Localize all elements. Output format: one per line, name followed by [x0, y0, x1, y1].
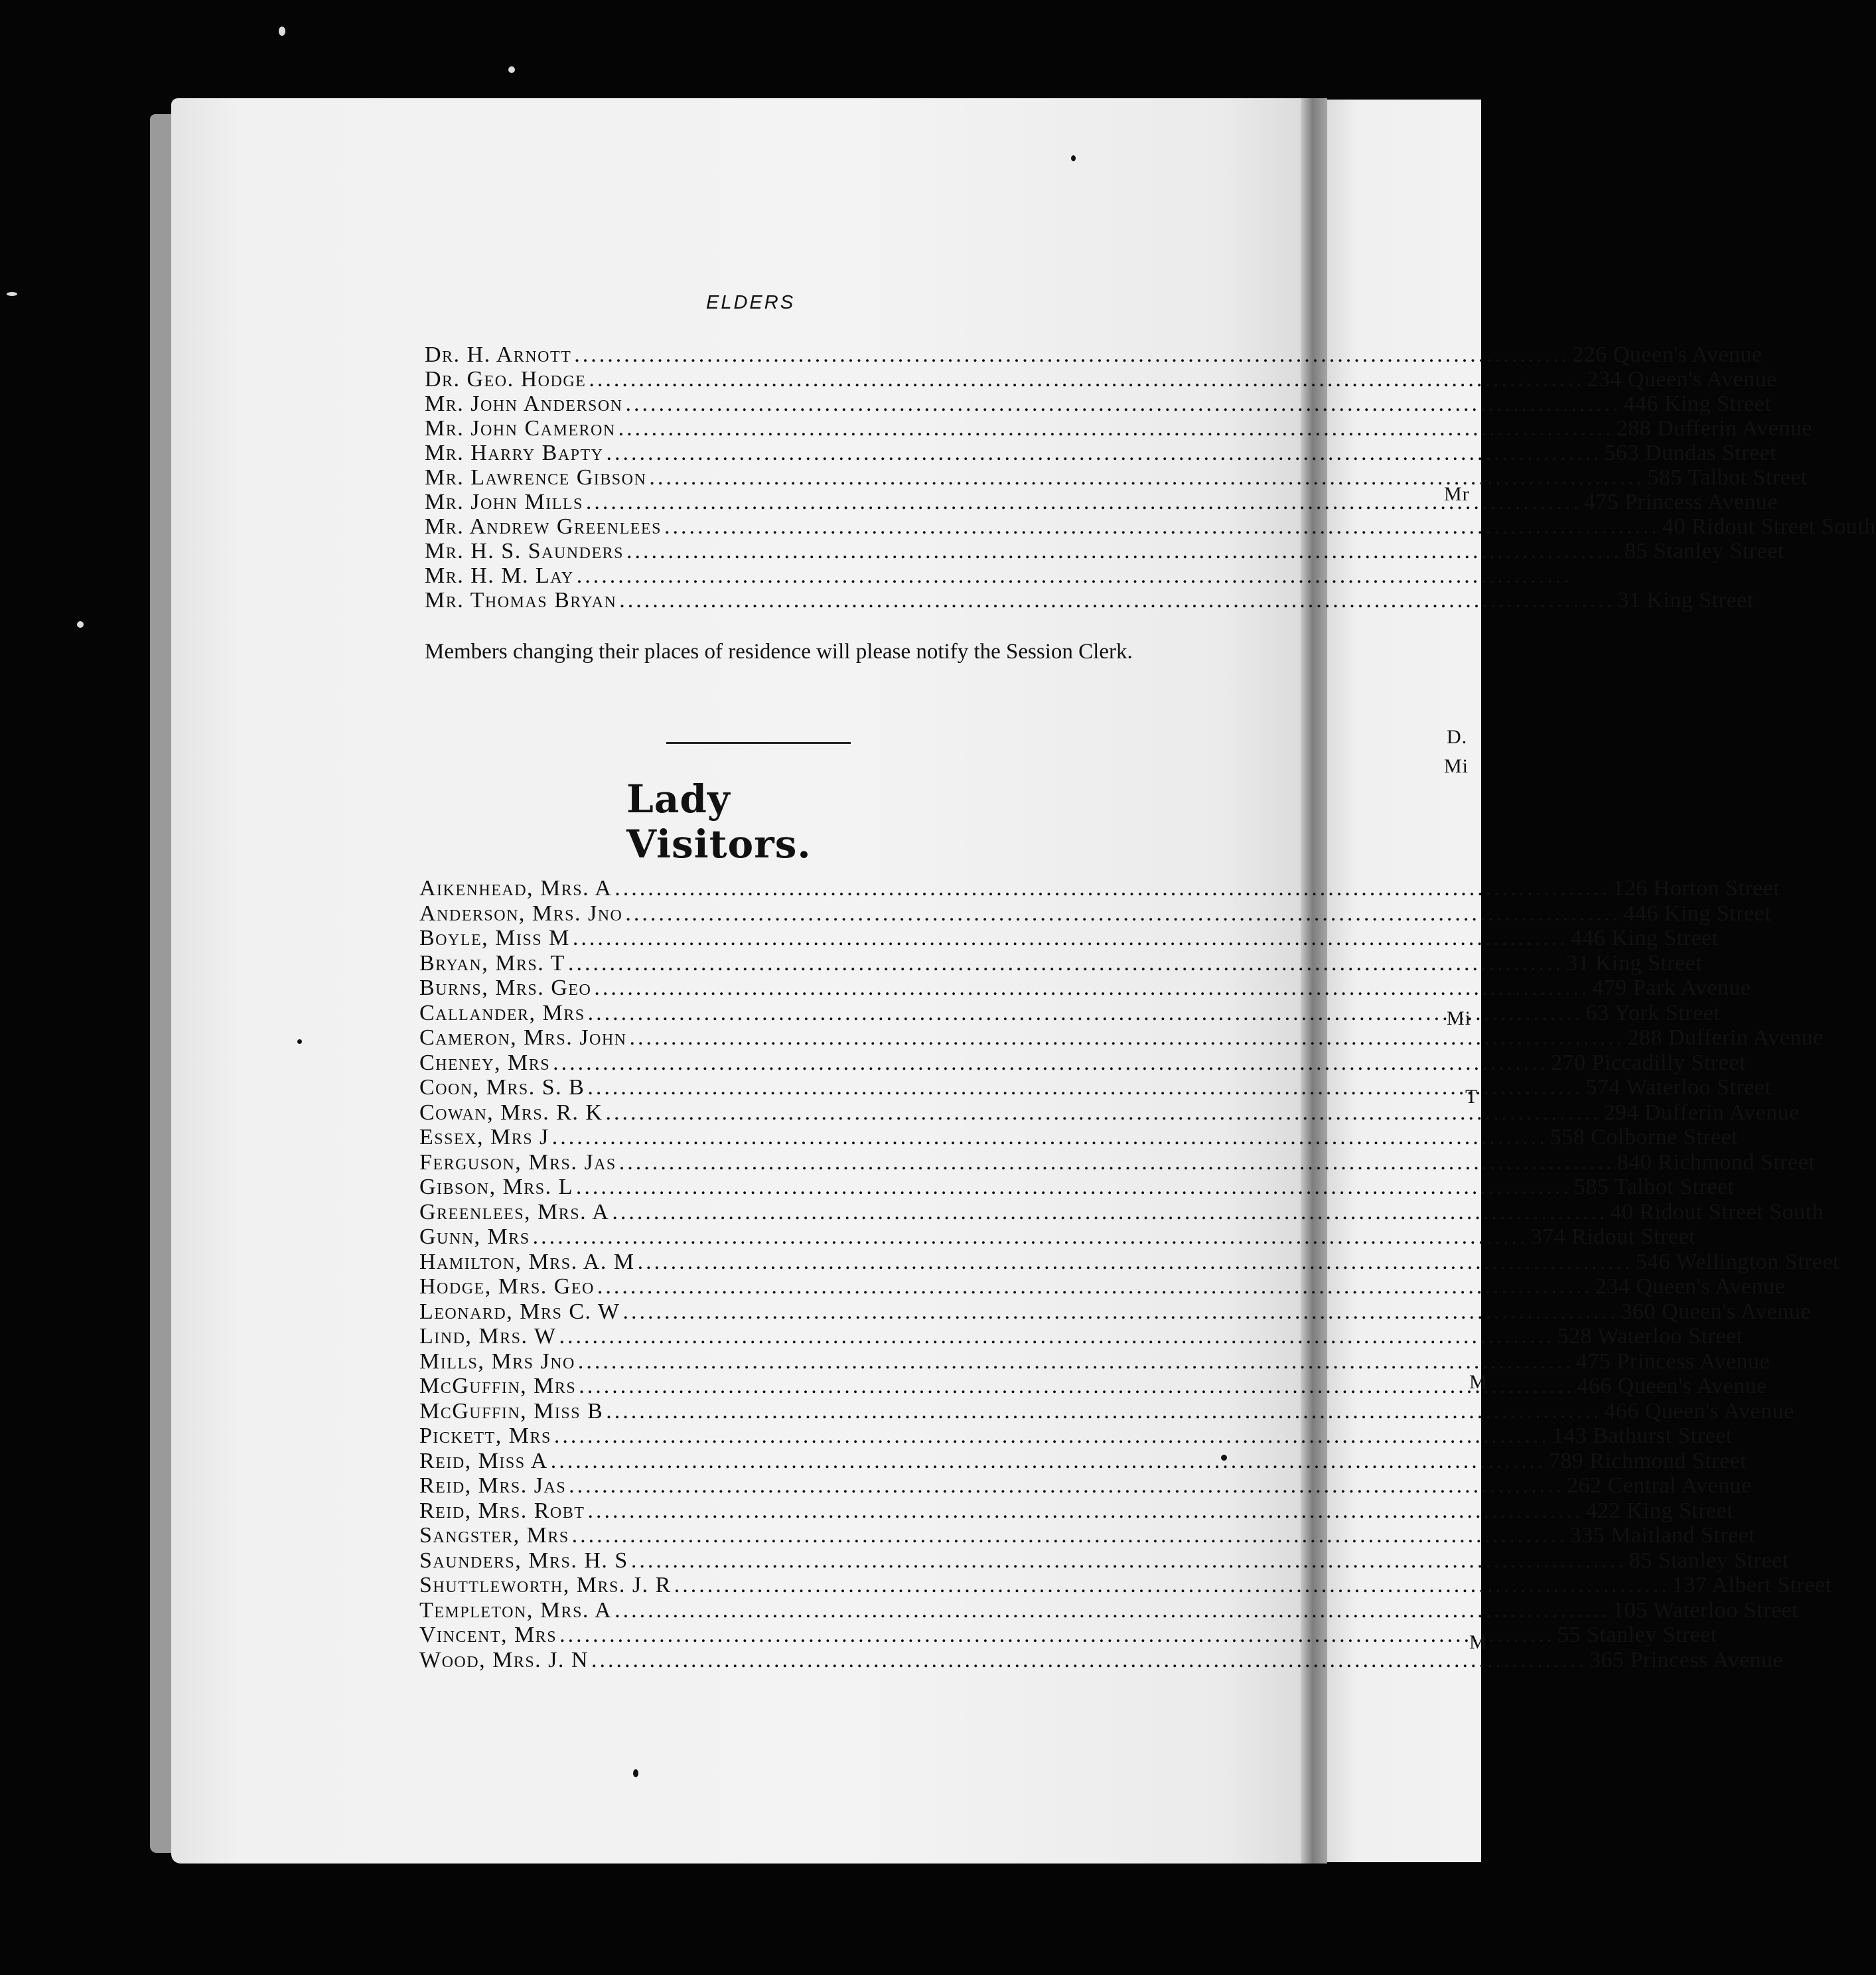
elder-entry	[425, 342, 1763, 367]
visitor-address: 446 King Street	[1623, 901, 1772, 926]
visitor-name: Burns, Mrs. Geo	[419, 976, 592, 1000]
visitor-address: 558 Colborne Street	[1550, 1125, 1739, 1149]
right-page-fragment: Mi	[1447, 1007, 1472, 1029]
visitor-name: Anderson, Mrs. Jno	[419, 901, 623, 926]
visitor-name: Cowan, Mrs. R. K	[419, 1100, 603, 1125]
visitor-name: Templeton, Mrs. A	[419, 1597, 613, 1623]
visitor-address: 270 Piccadilly Street	[1551, 1050, 1746, 1075]
visitor-address: 234 Queen's Avenue	[1595, 1274, 1786, 1299]
visitor-entry	[419, 1199, 1824, 1224]
visitor-address: 85 Stanley Street	[1628, 1548, 1789, 1573]
elder-name: Dr. Geo. Hodge	[425, 367, 587, 392]
visitor-address: 789 Richmond Street	[1548, 1448, 1747, 1473]
elder-name: Mr. John Anderson	[425, 392, 623, 416]
elder-address: 234 Queen's Avenue	[1587, 367, 1777, 392]
visitor-entry	[419, 1573, 1832, 1597]
elder-name: Mr. John Mills	[425, 490, 583, 514]
visitor-address: 365 Princess Avenue	[1589, 1647, 1784, 1672]
visitor-name: Cheney, Mrs	[419, 1050, 551, 1075]
elder-entry	[425, 539, 1784, 563]
visitor-name: Hodge, Mrs. Geo	[419, 1274, 595, 1299]
visitor-entry	[419, 1647, 1784, 1672]
elder-entry	[425, 392, 1772, 416]
visitor-entry	[419, 1149, 1816, 1175]
elder-name: Mr. Lawrence Gibson	[425, 465, 647, 490]
visitor-entry	[419, 1424, 1733, 1448]
visitor-address: 546 Wellington Street	[1635, 1249, 1840, 1274]
speck	[633, 1769, 638, 1777]
elder-address: 446 King Street	[1623, 392, 1772, 416]
speck	[1071, 155, 1076, 161]
speck	[508, 66, 515, 73]
visitor-name: Bryan, Mrs. T	[419, 950, 565, 976]
visitor-entry	[419, 1623, 1717, 1647]
elder-entry	[425, 416, 1812, 441]
visitor-name: Reid, Mrs. Robt	[419, 1498, 585, 1523]
visitor-name: Coon, Mrs. S. B	[419, 1075, 585, 1100]
elder-name: Mr. John Cameron	[425, 416, 616, 441]
visitor-entry	[419, 1075, 1772, 1100]
visitor-entry	[419, 1324, 1743, 1349]
visitor-entry	[419, 1249, 1840, 1274]
visitor-name: Gibson, Mrs. L	[419, 1175, 573, 1199]
elder-entry	[425, 490, 1778, 514]
visitor-name: Essex, Mrs J	[419, 1125, 549, 1149]
visitor-entry	[419, 1224, 1696, 1249]
visitor-address: 466 Queen's Avenue	[1577, 1374, 1767, 1398]
elder-address: 226 Queen's Avenue	[1572, 342, 1763, 367]
visitor-entry	[419, 950, 1703, 976]
section-divider	[666, 742, 851, 744]
elder-entry	[425, 441, 1777, 465]
visitor-name: Pickett, Mrs	[419, 1424, 551, 1448]
visitor-entry	[419, 1025, 1824, 1050]
visitor-name: Callander, Mrs	[419, 1000, 585, 1025]
visitor-address: 840 Richmond Street	[1617, 1149, 1816, 1175]
visitor-name: Saunders, Mrs. H. S	[419, 1548, 628, 1573]
visitor-entry	[419, 901, 1772, 926]
elder-name: Dr. H. Arnott	[425, 342, 572, 367]
visitor-address: 31 King Street	[1565, 950, 1703, 976]
visitor-name: Vincent, Mrs	[419, 1623, 557, 1647]
visitor-entry	[419, 1050, 1746, 1075]
visitor-name: Hamilton, Mrs. A. M	[419, 1249, 635, 1274]
visitor-address: 105 Waterloo Street	[1613, 1597, 1799, 1623]
visitor-address: 143 Bathurst Street	[1551, 1424, 1733, 1448]
visitor-address: 55 Stanley Street	[1557, 1623, 1717, 1647]
lady-visitors-heading: Lady Visitors.	[626, 776, 812, 867]
visitor-address: 446 King Street	[1570, 926, 1719, 950]
visitor-address: 288 Dufferin Avenue	[1627, 1025, 1824, 1050]
elder-name: Mr. Thomas Bryan	[425, 588, 617, 613]
elder-entry	[425, 514, 1876, 539]
visitor-entry	[419, 1175, 1735, 1199]
elder-entry	[425, 588, 1754, 613]
elder-name: Mr. Harry Bapty	[425, 441, 604, 465]
elder-entry	[425, 563, 1075, 588]
visitor-entry	[419, 1448, 1747, 1473]
visitor-name: Ferguson, Mrs. Jas	[419, 1149, 616, 1175]
visitor-address: 528 Waterloo Street	[1557, 1324, 1743, 1349]
visitor-address: 574 Waterloo Street	[1585, 1075, 1772, 1100]
elder-entry	[425, 465, 1808, 490]
visitor-name: Leonard, Mrs C. W	[419, 1299, 620, 1324]
visitor-entry	[419, 1473, 1752, 1498]
visitor-address: 466 Queen's Avenue	[1604, 1398, 1794, 1424]
elder-address: 40 Ridout Street South	[1662, 514, 1876, 539]
visitor-address: 137 Albert Street	[1672, 1573, 1832, 1597]
visitor-name: Sangster, Mrs	[419, 1523, 569, 1548]
visitor-address: 585 Talbot Street	[1573, 1175, 1735, 1199]
visitor-entry	[419, 1274, 1786, 1299]
visitor-entry	[419, 1100, 1800, 1125]
elder-address: 563 Dundas Street	[1604, 441, 1777, 465]
residence-change-notice: Members changing their places of residence will please notify the Session Clerk.	[425, 640, 1133, 664]
visitor-address: 479 Park Avenue	[1592, 976, 1751, 1000]
speck	[7, 292, 17, 296]
right-page-fragment: M	[1469, 1371, 1488, 1393]
visitor-address: 475 Princess Avenue	[1575, 1349, 1770, 1374]
visitor-address: 422 King Street	[1585, 1498, 1734, 1523]
speck	[77, 621, 84, 628]
right-page-fragment: Mr	[1444, 483, 1470, 505]
visitor-name: Cameron, Mrs. John	[419, 1025, 627, 1050]
speck	[279, 27, 285, 36]
visitor-address: 374 Ridout Street	[1530, 1224, 1696, 1249]
elder-address: 288 Dufferin Avenue	[1616, 416, 1812, 441]
visitor-name: Reid, Mrs. Jas	[419, 1473, 567, 1498]
speck	[297, 1039, 302, 1044]
elder-address: 475 Princess Avenue	[1583, 490, 1778, 514]
elder-address: 85 Stanley Street	[1624, 539, 1784, 563]
visitor-entry	[419, 1523, 1756, 1548]
visitor-name: Boyle, Miss M	[419, 926, 570, 950]
visitor-entry	[419, 1548, 1789, 1573]
visitor-name: Reid, Miss A	[419, 1448, 548, 1473]
right-page-fragment: Mi	[1444, 755, 1469, 777]
right-page-fragment: T	[1465, 1086, 1479, 1108]
visitor-entry	[419, 1349, 1770, 1374]
visitor-name: Wood, Mrs. J. N	[419, 1647, 589, 1672]
visitor-entry	[419, 1597, 1799, 1623]
elder-entry	[425, 367, 1777, 392]
visitor-entry	[419, 926, 1719, 950]
visitor-address: 335 Maitland Street	[1569, 1523, 1756, 1548]
visitor-name: Mills, Mrs Jno	[419, 1349, 575, 1374]
visitor-name: McGuffin, Mrs	[419, 1374, 577, 1398]
visitor-address: 63 York Street	[1585, 1000, 1721, 1025]
visitor-name: Aikenhead, Mrs. A	[419, 876, 613, 901]
visitor-name: Gunn, Mrs	[419, 1224, 530, 1249]
elder-address: 31 King Street	[1617, 588, 1754, 613]
visitor-entry	[419, 1398, 1794, 1424]
elders-heading: ELDERS	[706, 292, 796, 313]
elder-name: Mr. Andrew Greenlees	[425, 514, 662, 539]
visitor-entry	[419, 1374, 1767, 1398]
visitor-entry	[419, 976, 1751, 1000]
elder-name: Mr. H. M. Lay	[425, 563, 574, 588]
visitor-address: 126 Horton Street	[1613, 876, 1780, 901]
visitor-address: 40 Ridout Street South	[1610, 1199, 1824, 1224]
visitor-entry	[419, 1498, 1734, 1523]
right-page-fragment: M	[1469, 1631, 1488, 1653]
visitor-address: 360 Queen's Avenue	[1621, 1299, 1811, 1324]
visitor-entry	[419, 1125, 1739, 1149]
elder-address: 585 Talbot Street	[1647, 465, 1808, 490]
right-page-fragment: D.	[1447, 726, 1468, 748]
elder-name: Mr. H. S. Saunders	[425, 539, 624, 563]
visitor-address: 294 Dufferin Avenue	[1603, 1100, 1800, 1125]
visitor-name: Lind, Mrs. W	[419, 1324, 557, 1349]
visitor-name: Shuttleworth, Mrs. J. R	[419, 1573, 672, 1597]
visitor-address: 262 Central Avenue	[1567, 1473, 1752, 1498]
visitor-name: Greenlees, Mrs. A	[419, 1199, 610, 1224]
visitor-entry	[419, 876, 1780, 901]
visitor-name: McGuffin, Miss B	[419, 1398, 604, 1424]
visitor-entry	[419, 1299, 1811, 1324]
